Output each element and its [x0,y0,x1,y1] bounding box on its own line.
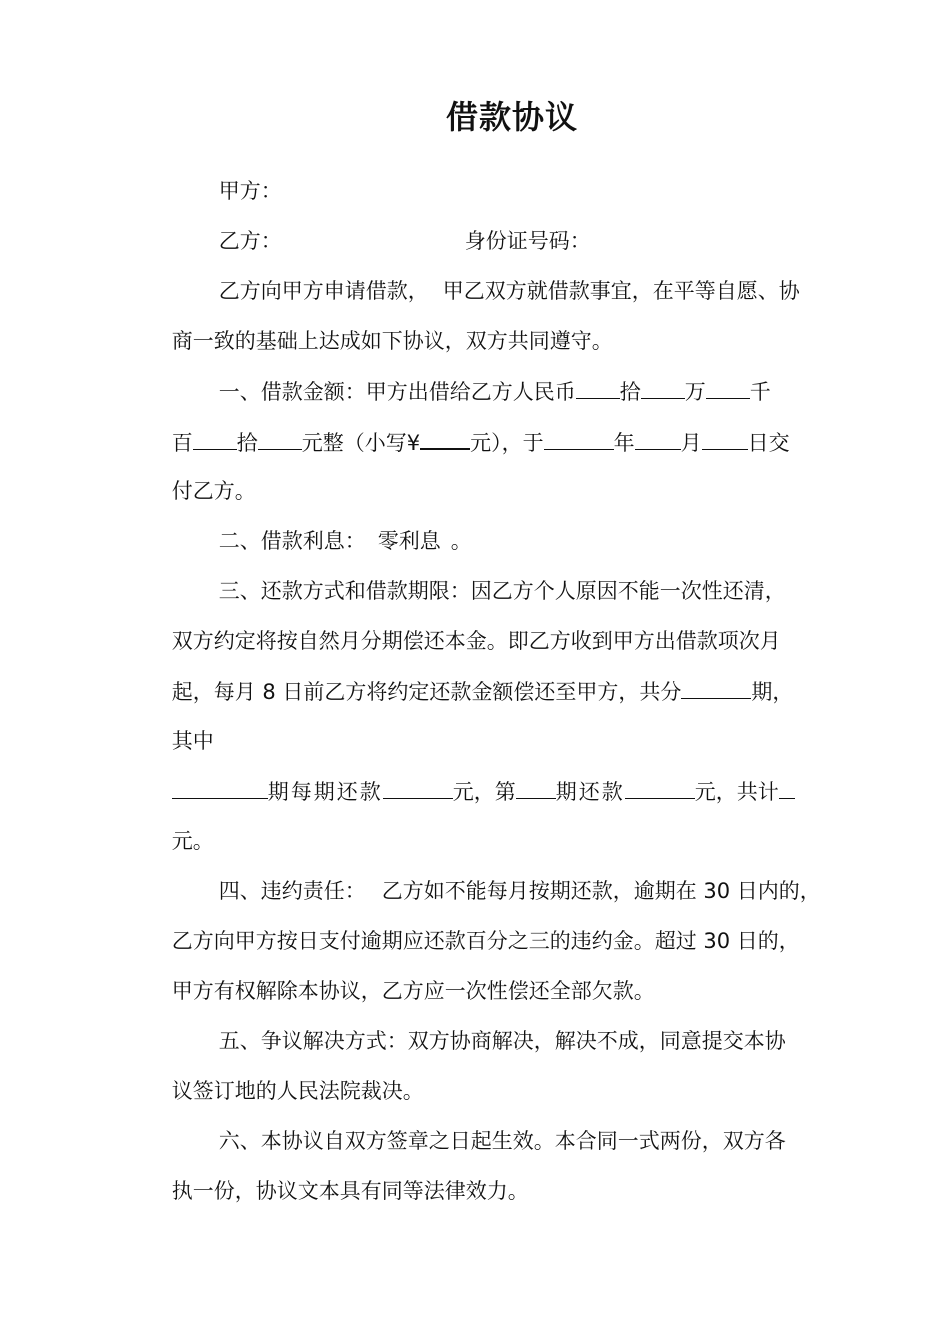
intro-text-a: 乙方向甲方申请借款， [218,279,429,303]
intro-text-2: 商一致的基础上达成如下协议，双方共同遵守。 [171,329,613,353]
blank-lowercase-amount [420,426,470,450]
blank-total [779,776,795,799]
blank-installments [681,676,751,699]
unit-shi-2: 拾 [236,431,258,455]
blank-day [702,427,748,450]
loan-amount-text: 一、借款金额：甲方出借给乙方人民币 [218,380,576,404]
effect-text-1: 六、本协议自双方签章之日起生效。本合同一式两份，双方各 [218,1129,786,1153]
interest-label: 二、借款利息： [218,529,366,553]
interest-end: 。 [450,529,472,553]
blank-per-period-amount [383,776,453,799]
repayment-text-3a: 起，每月 8 日前乙方将约定还款金额偿还至甲方，共分 [171,680,682,704]
blank-period-amount [625,776,695,799]
blank-year [544,427,614,450]
intro-text-b: 甲乙双方就借款事宜，在平等自愿、协 [442,279,800,303]
section-1-end: 付乙方。 [171,479,256,503]
breach-text-2: 乙方向甲方按日支付逾期应还款百分之三的违约金。超过 30 日的， [171,929,800,953]
section-3-line-5 [145,746,795,837]
repayment-text-3b: 期， [751,680,794,704]
unit-wan: 万 [684,380,706,404]
breach-text-1: 乙方如不能每月按期还款，逾期在 30 日内的， [381,879,821,903]
unit-year: 年 [613,431,635,455]
document-title: 借款协议 [445,98,578,136]
party-a-label: 甲方： [218,179,282,203]
section-6-line-2 [145,1146,529,1236]
party-b-label: 乙方： [218,229,282,253]
effect-text-2: 执一份，协议文本具有同等法律效力。 [171,1179,529,1203]
yuan-lowercase-text: 元整（小写¥ [301,431,421,455]
unit-month: 月 [680,431,702,455]
dispute-text-1: 五、争议解决方式：双方协商解决，解决不成，同意提交本协 [218,1029,786,1053]
breach-label: 四、违约责任： [218,879,366,903]
blank-month [635,427,681,450]
unit-qian: 千 [749,380,771,404]
breach-text-3: 甲方有权解除本协议，乙方应一次性偿还全部欠款。 [171,979,655,1003]
repayment-text-1: 三、还款方式和借款期限：因乙方个人原因不能一次性还清， [218,579,786,603]
repayment-text-5d: 元，共计 [694,780,779,804]
dispute-text-2: 议签订地的人民法院裁决。 [171,1079,424,1103]
repayment-text-5a: 期每期还款 [267,780,383,804]
repayment-text-5b: 元，第 [452,780,516,804]
repayment-text-5c: 期还款 [555,780,625,804]
yuan-close-text: 元），于 [470,431,544,455]
section-3-line-3 [145,646,793,737]
blank-shi [258,427,302,450]
blank-period-index [516,776,556,799]
unit-bai: 百 [171,431,193,455]
unit-day: 日交 [747,431,790,455]
repayment-text-6: 元。 [171,829,214,853]
repayment-text-4: 其中 [171,729,214,753]
interest-value: 零利息 [377,529,441,553]
repayment-text-2: 双方约定将按自然月分期偿还本金。即乙方收到甲方出借款项次月 [171,629,781,653]
unit-shi: 拾 [619,380,641,404]
id-number-label: 身份证号码： [464,229,591,253]
